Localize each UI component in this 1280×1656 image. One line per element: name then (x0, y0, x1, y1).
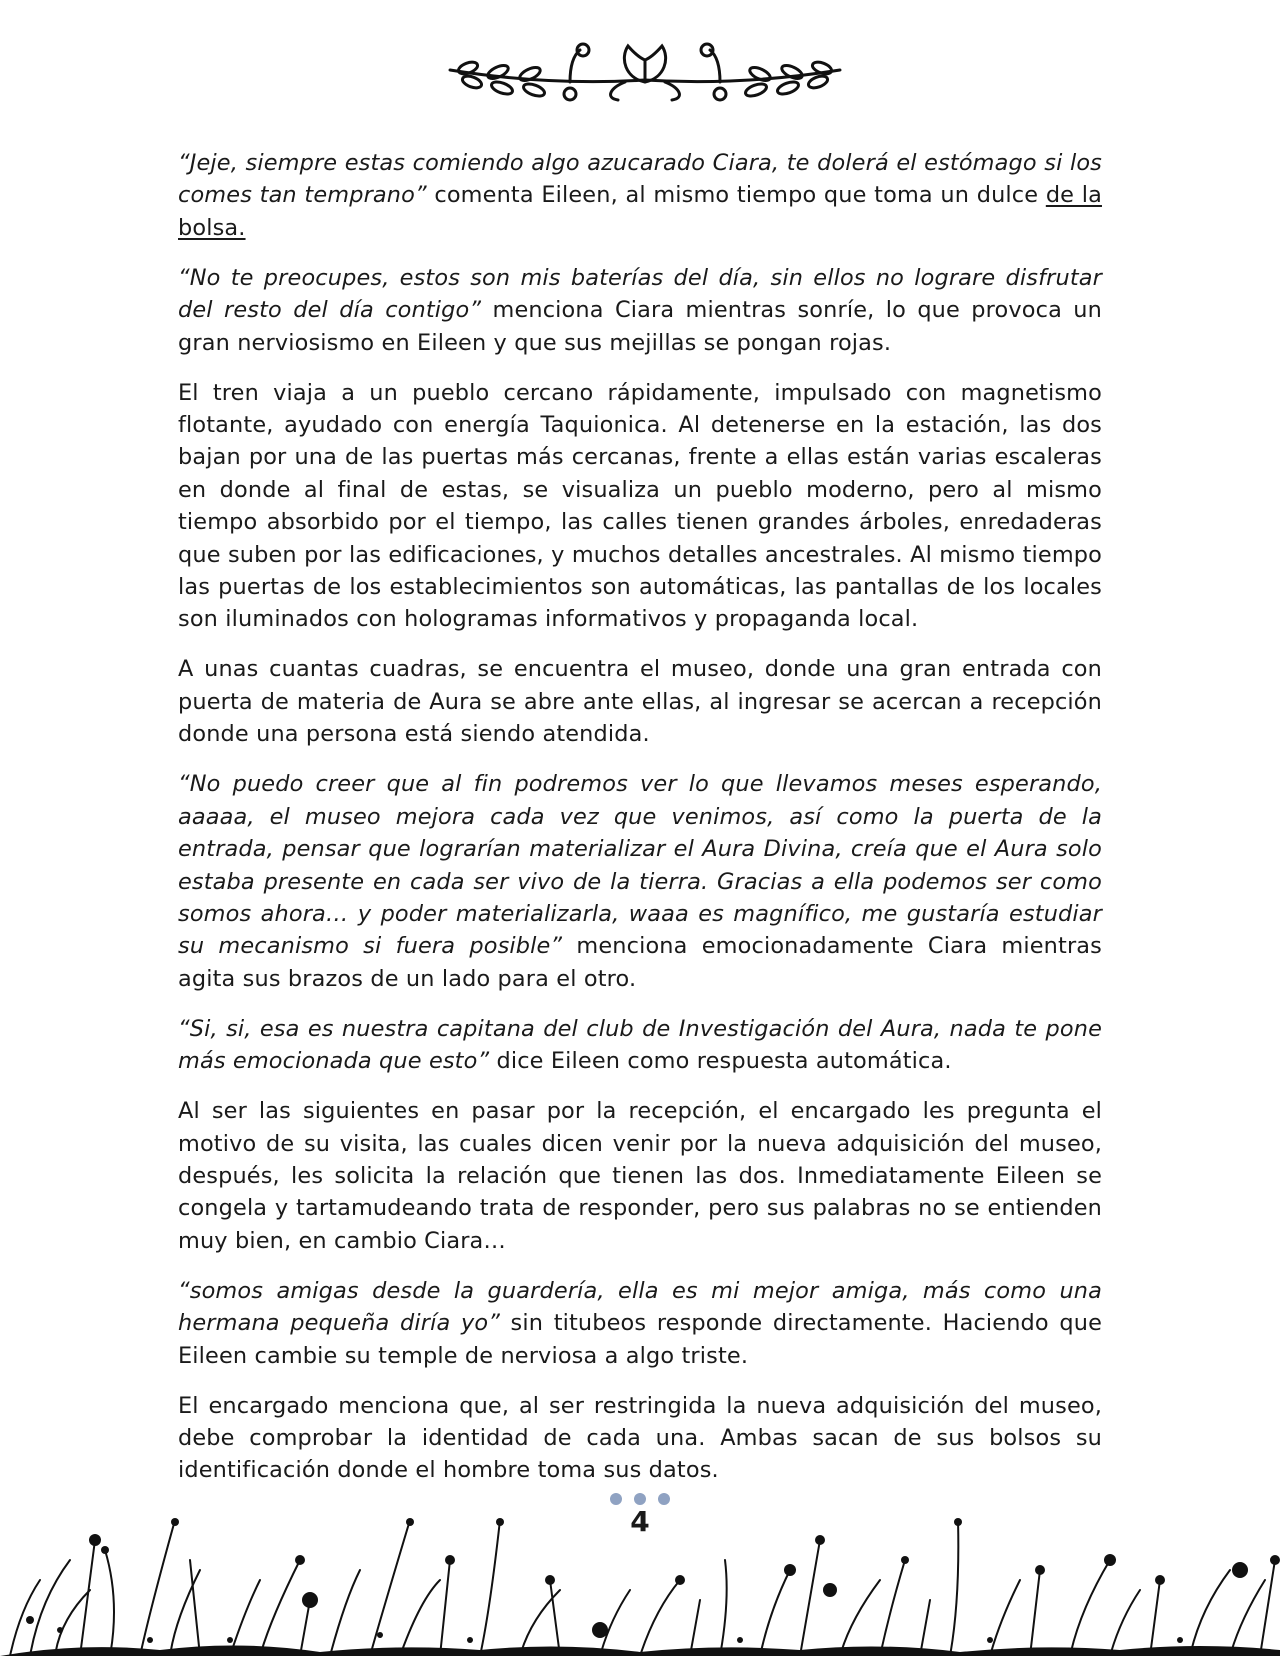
dot-icon (634, 1493, 646, 1505)
underlined-text: de la bolsa. (178, 182, 1102, 241)
paragraph (178, 653, 1102, 750)
narration-text: El encargado menciona que, al ser restringida la nueva adquisición del museo, debe comprobar la identidad de cada una. Ambas sacan de sus bolsos su identificación donde el hombre toma sus datos. (178, 1392, 1102, 1484)
dialogue-text: “Jeje, siempre estas comiendo algo azucarado Ciara, te dolerá el estómago si los comes tan temprano” (178, 150, 1102, 209)
page-number: 4 (630, 1505, 650, 1538)
dialogue-text: “Si, si, esa es nuestra capitana del club de Investigación del Aura, nada te pone más emocionada que esto” (178, 1015, 1102, 1075)
paragraph (178, 1013, 1102, 1078)
narration-text: A unas cuantas cuadras, se encuentra el museo, donde una gran entrada con puerta de materia de Aura se abre ante ellas, al ingresar se acercan a recepción donde una persona está siendo atendida. (178, 656, 1102, 748)
paragraph (178, 377, 1102, 636)
dot-icon (610, 1493, 622, 1505)
paragraph (178, 147, 1102, 244)
narration-text: El tren viaja a un pueblo cercano rápidamente, impulsado con magnetismo flotante, ayudado con energía Taquionica. Al detenerse en la estación, las dos bajan por una de las puertas más cercanas, frente a ellas están varias escaleras en donde al final de estas, se visualiza un pueblo moderno, pero al mismo tiempo absorbido por el tiempo, las calles tienen grandes árboles, enredaderas que suben por las edificaciones, y muchos detalles ancestrales. Al mismo tiempo las puertas de los establecimientos son automáticas, las pantallas de los locales son iluminados con hologramas informativos y propaganda local. (178, 379, 1102, 633)
paragraph (178, 1275, 1102, 1372)
narration-text: menciona Ciara mientras sonríe, lo que provoca un gran nerviosismo en Eileen y que sus mejillas se pongan rojas. (178, 297, 1102, 356)
dot-icon (658, 1493, 670, 1505)
paragraph (178, 1390, 1102, 1487)
floral-vine-ornament-icon (430, 38, 860, 108)
three-dots-icon (0, 1490, 1280, 1504)
narration-text: dice Eileen como respuesta automática. (489, 1048, 952, 1075)
story-text (178, 147, 1102, 1487)
paragraph (178, 262, 1102, 359)
narration-text: Al ser las siguientes en pasar por la recepción, el encargado les pregunta el motivo de su visita, las cuales dicen venir por la nueva adquisición del museo, después, les solicita la relación que tienen las dos. Inmediatamente Eileen se congela y tartamudeando trata de responder, pero sus palabras no se entienden muy bien, en cambio Ciara… (178, 1098, 1102, 1254)
dialogue-text: “No puedo creer que al fin podremos ver lo que llevamos meses esperando, aaaaa, el museo mejora cada vez que venimos, así como la puerta de la entrada, pensar que lograrían materializar el Aura Divina, creía que el Aura solo estaba presente en cada ser vivo de la tierra. Gracias a ella podemos ser como somos ahora… y poder materializarla, waaa es magnífico, me gustaría estudiar su mecanismo si fuera posible” (178, 771, 1102, 960)
dialogue-text: “somos amigas desde la guardería, ella es mi mejor amiga, más como una hermana pequeña diría yo” (178, 1277, 1102, 1337)
narration-text: sin titubeos responde directamente. Haciendo que Eileen cambie su temple de nerviosa a algo triste. (178, 1310, 1103, 1369)
narration-text: menciona emocionadamente Ciara mientras agita sus brazos de un lado para el otro. (178, 933, 1102, 992)
narration-text: comenta Eileen, al mismo tiempo que toma un dulce (426, 182, 1046, 209)
paragraph (178, 1095, 1102, 1257)
dialogue-text: “No te preocupes, estos son mis baterías del día, sin ellos no lograre disfrutar del resto del día contigo” (178, 264, 1102, 324)
paragraph (178, 768, 1102, 995)
